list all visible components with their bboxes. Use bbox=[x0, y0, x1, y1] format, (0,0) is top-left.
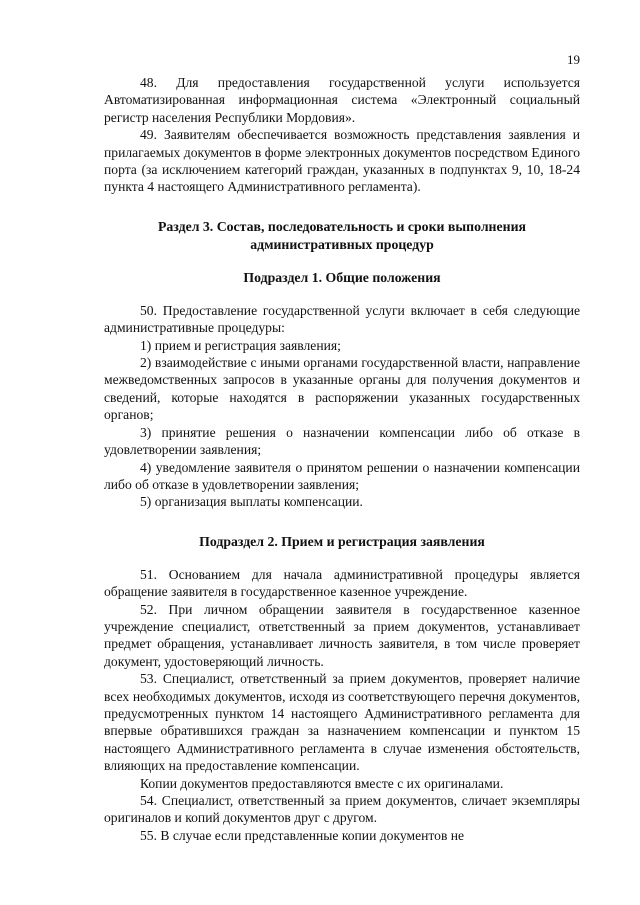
paragraph-51: 51. Основанием для начала административной процедуры является обращение заявителя в государственное казенное учреждение. bbox=[104, 566, 580, 600]
paragraph-55: 55. В случае если представленные копии документов не bbox=[140, 827, 465, 843]
list-item-1: 1) прием и регистрация заявления; bbox=[140, 337, 341, 353]
paragraph-53: 53. Специалист, ответственный за прием документов, проверяет наличие всех необходимых документов, исходя из соответствующего перечня документов, предусмотренных пунктом 14 настоящего Административного регламента для впервые обратившихся граждан за назначением компенсации и пунктом 15 настоящего Административного регламента в случае изменения обстоятельств, влияющих на предоставление компенсации. bbox=[104, 671, 580, 774]
paragraph-52: 52. При личном обращении заявителя в государственное казенное учреждение специалист, ответственный за прием документов, устанавливает предмет обращения, устанавливает личность заявителя, в том числе проверяет документ, удостоверяющий личность. bbox=[104, 601, 580, 669]
list-item-2: 2) взаимодействие с иными органами государственной власти, направление межведомственных запросов в указанные органы для получения документов и сведений, которые находятся в распоряжении указанных государственных органов; bbox=[104, 355, 580, 423]
page-content bbox=[104, 74, 580, 844]
paragraph-54: 54. Специалист, ответственный за прием документов, сличает экземпляры оригиналов и копий документов друг с другом. bbox=[104, 793, 580, 826]
section-3-title-line-1: Раздел 3. Состав, последовательность и сроки выполнения bbox=[157, 218, 526, 234]
list-item-5: 5) организация выплаты компенсации. bbox=[140, 494, 363, 510]
page-number: 19 bbox=[567, 52, 580, 67]
copies-note: Копии документов предоставляются вместе с их оригиналами. bbox=[140, 775, 504, 791]
subsection-1-title: Подраздел 1. Общие положения bbox=[243, 269, 441, 285]
list-item-3: 3) принятие решения о назначении компенсации либо об отказе в удовлетворении заявления; bbox=[104, 424, 580, 458]
list-item-4: 4) уведомление заявителя о принятом решении о назначении компенсации либо об отказе в удовлетворении заявления; bbox=[104, 459, 580, 492]
section-3-title-line-2: административных процедур bbox=[250, 236, 434, 252]
subsection-2-title: Подраздел 2. Прием и регистрация заявления bbox=[199, 533, 485, 549]
paragraph-49: 49. Заявителям обеспечивается возможность представления заявления и прилагаемых документов в форме электронных документов посредством Единого порта (за исключением категорий граждан, указанных в подпунктах 9, 10, 18-24 пункта 4 настоящего Административного регламента). bbox=[104, 127, 580, 195]
paragraph-50: 50. Предоставление государственной услуги включает в себя следующие административные процедуры: bbox=[104, 302, 580, 336]
paragraph-48: 48. Для предоставления государственной услуги используется Автоматизированная информационная система «Электронный социальный регистр населения Республики Мордовия». bbox=[104, 75, 580, 125]
